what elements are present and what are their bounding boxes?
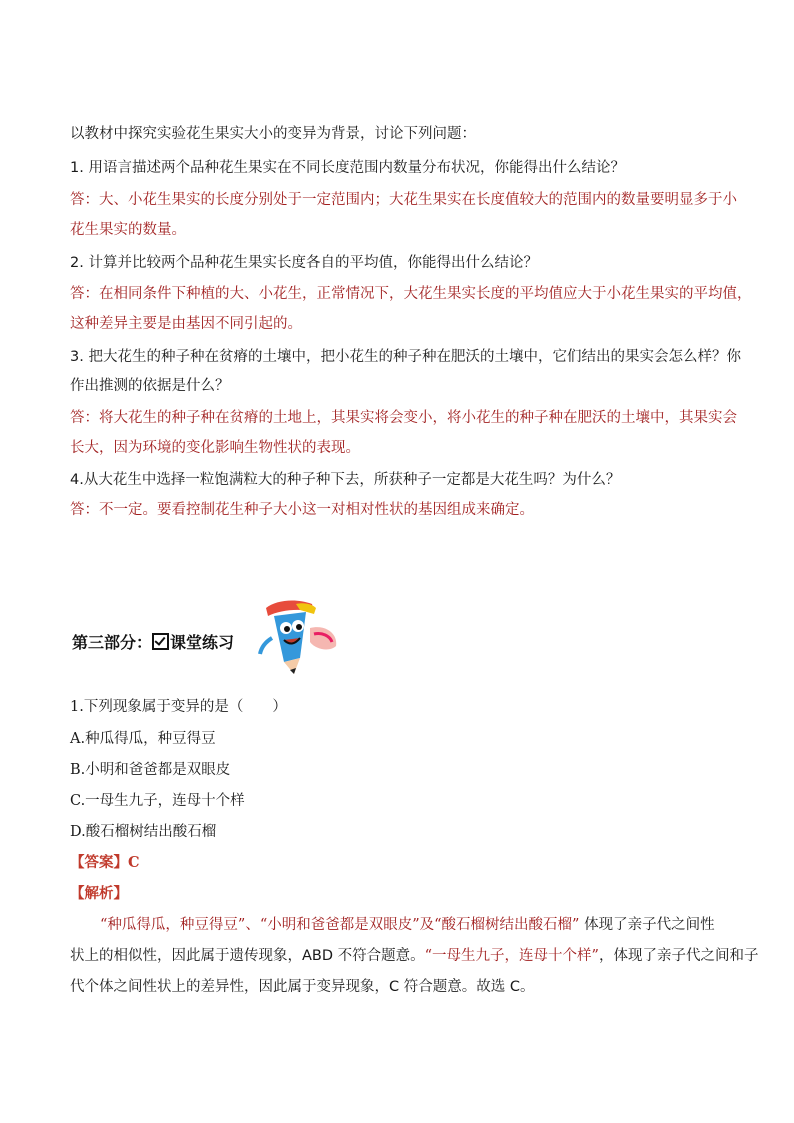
discussion-a4: 答：不一定。要看控制花生种子大小这一对相对性状的基因组成来确定。 (70, 502, 534, 518)
exercise-option-d: D.酸石榴树结出酸石榴 (70, 824, 217, 840)
discussion-a1-line2: 花生果实的数量。 (70, 222, 186, 238)
answer-label: 【答案】 (70, 855, 128, 871)
discussion-q3-line1: 3. 把大花生的种子种在贫瘠的土壤中，把小花生的种子种在肥沃的土壤中，它们结出的果实会怎么样？你 (70, 349, 741, 365)
discussion-a2-line2: 这种差异主要是由基因不同引起的。 (70, 316, 302, 332)
discussion-q4: 4.从大花生中选择一粒饱满粒大的种子种下去，所获种子一定都是大花生吗？为什么？ (70, 472, 621, 488)
checkbox-icon (152, 633, 169, 650)
analysis-text-1: 体现了亲子代之间性 (579, 917, 715, 933)
analysis-line-1 (100, 915, 715, 935)
analysis-text-2b: ，体现了亲子代之间和子 (598, 948, 759, 964)
discussion-a3-line1: 答：将大花生的种子种在贫瘠的土地上，其果实将会变小，将小花生的种子种在肥沃的土壤中，其果实会 (70, 410, 737, 426)
discussion-a3-line2: 长大，因为环境的变化影响生物性状的表现。 (70, 440, 360, 456)
analysis-label: 【解析】 (70, 886, 128, 902)
exercise-question: 1.下列现象属于变异的是（ ） (70, 699, 287, 715)
analysis-line-3: 代个体之间性状上的差异性，因此属于变异现象，C 符合题意。故选 C。 (70, 979, 535, 995)
exercise-option-c: C.一母生九子，连母十个样 (70, 793, 245, 809)
discussion-q1: 1. 用语言描述两个品种花生果实在不同长度范围内数量分布状况，你能得出什么结论？ (70, 160, 625, 176)
answer-value: C (128, 854, 140, 871)
discussion-a1-line1: 答：大、小花生果实的长度分别处于一定范围内；大花生果实在长度值较大的范围内的数量要明显多于小 (70, 192, 737, 208)
section-heading (72, 630, 234, 653)
answer-row (70, 853, 140, 873)
discussion-q3-line2: 作出推测的依据是什么？ (70, 378, 230, 394)
intro-text: 以教材中探究实验花生果实大小的变异为背景，讨论下列问题： (70, 126, 476, 142)
exercise-option-a: A.种瓜得瓜，种豆得豆 (70, 731, 216, 747)
discussion-q2: 2. 计算并比较两个品种花生果实长度各自的平均值，你能得出什么结论？ (70, 255, 538, 271)
section-title: 课堂练习 (170, 633, 235, 652)
analysis-text-2a: 状上的相似性，因此属于遗传现象，ABD 不符合题意。 (70, 948, 425, 964)
analysis-quote-2: “一母生九子，连母十个样” (424, 948, 599, 964)
analysis-quote-1: “种瓜得瓜，种豆得豆”、“小明和爸爸都是双眼皮”及“酸石榴树结出酸石榴” (100, 917, 580, 933)
pencil-mascot-icon (256, 598, 342, 678)
analysis-line-2 (70, 946, 758, 966)
discussion-a2-line1: 答：在相同条件下种植的大、小花生，正常情况下，大花生果实长度的平均值应大于小花生果实的平均值， (70, 286, 752, 302)
section-prefix: 第三部分： (72, 633, 153, 652)
exercise-option-b: B.小明和爸爸都是双眼皮 (70, 762, 231, 778)
